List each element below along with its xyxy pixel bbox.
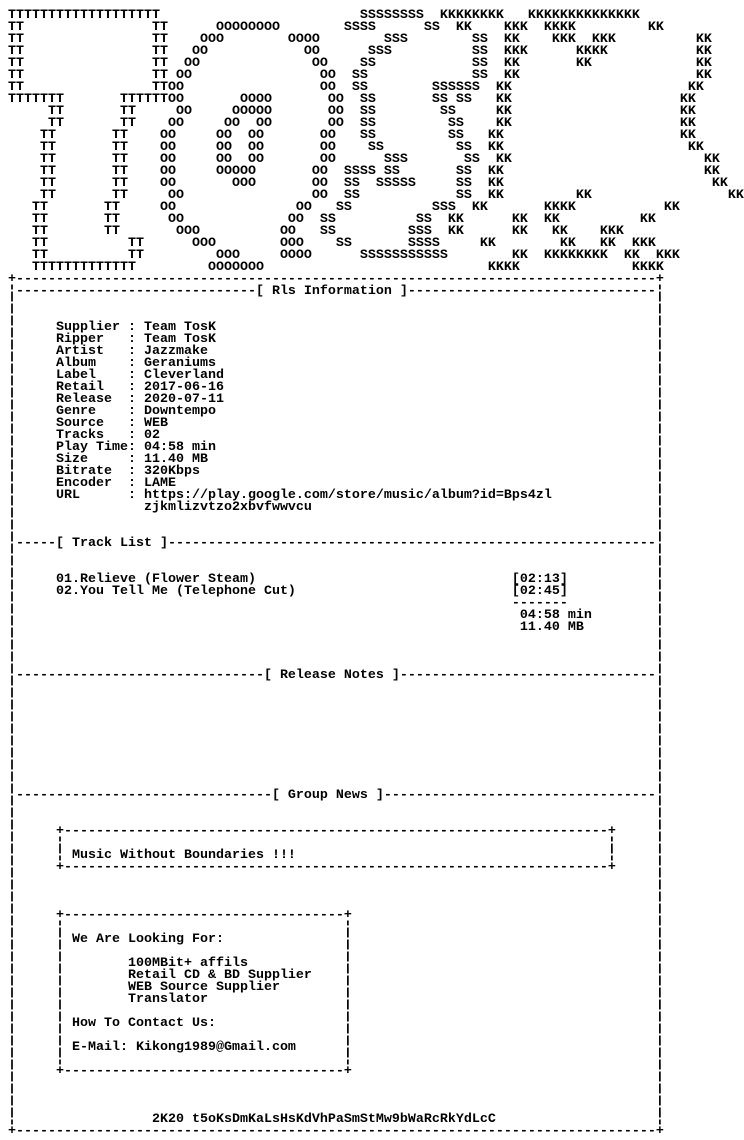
nfo-line: ¦ ¦	[8, 872, 664, 887]
nfo-line: ¦ ¦	[8, 548, 664, 563]
nfo-line: TT TT OO OO SS SS KK KK KK	[8, 56, 712, 71]
nfo-line: TTTTTTT TTTTTTOO OOOO OO SS SS SS KK KK	[8, 92, 696, 107]
nfo-line: ¦ ¦ How To Contact Us: ¦ ¦	[8, 1016, 664, 1031]
nfo-line: ¦ ¦ ¦ ¦	[8, 1028, 664, 1043]
nfo-line: ¦ Artist : Jazzmake ¦	[8, 344, 664, 359]
nfo-line: ¦ 02.You Tell Me (Telephone Cut) [02:45] ¦	[8, 584, 664, 599]
nfo-line: TT TT OO OO SSS SS KKK KKKK KK	[8, 44, 712, 59]
nfo-line: ¦ +-----------------------------------+ ¦	[8, 1064, 664, 1079]
nfo-line: ¦ Release : 2020-07-11 ¦	[8, 392, 664, 407]
nfo-line: ¦ ¦ ¦ ¦	[8, 1052, 664, 1067]
nfo-line: ¦ ¦ ¦ ¦	[8, 1004, 664, 1019]
nfo-line: +--------------------------------------------------------------------------------+	[8, 1124, 664, 1139]
nfo-line: ¦ zjkmlizvtzo2xbvfwwvcu ¦	[8, 500, 664, 515]
nfo-line: ¦ ¦	[8, 560, 664, 575]
nfo-line: TTTTTTTTTTTTT OOOOOOO KKKK KKKK	[8, 260, 664, 275]
nfo-line: ¦ 11.40 MB ¦	[8, 620, 664, 635]
nfo-line: ¦ ¦	[8, 1088, 664, 1103]
nfo-line: ¦ ¦	[8, 680, 664, 695]
nfo-line: ¦ ¦	[8, 524, 664, 539]
nfo-line: ¦ ¦	[8, 1076, 664, 1091]
nfo-line: ¦ Encoder : LAME ¦	[8, 476, 664, 491]
nfo-line: ¦ Supplier : Team TosK ¦	[8, 320, 664, 335]
nfo-line: ¦ ¦ ¦ ¦	[8, 920, 664, 935]
nfo-line: ¦ Album : Geraniums ¦	[8, 356, 664, 371]
nfo-text-block	[8, 8, 744, 1139]
nfo-line: ¦ +--------------------------------------------------------------------+ ¦	[8, 824, 664, 839]
nfo-line: ¦ ¦ WEB Source Supplier ¦ ¦	[8, 980, 664, 995]
nfo-line: ¦ ¦	[8, 812, 664, 827]
nfo-line: ¦ ¦ 100MBit+ affils ¦ ¦	[8, 956, 664, 971]
nfo-line: TT TT OO OOOOO OO SS SS KK KK	[8, 104, 696, 119]
nfo-line: ¦ +--------------------------------------------------------------------+ ¦	[8, 860, 664, 875]
nfo-line: ¦ ¦	[8, 896, 664, 911]
nfo-line: TT TT OO OO SS SS KK KK KK KK	[8, 212, 656, 227]
nfo-line: TTTTTTTTTTTTTTTTTTT SSSSSSSS KKKKKKKK KKKKKKKKKKKKKK	[8, 8, 640, 23]
nfo-line: ¦ ¦	[8, 704, 664, 719]
nfo-line: ¦ ¦	[8, 800, 664, 815]
nfo-line: TT TT OO OO OO OO SS SS KK KK	[8, 128, 696, 143]
nfo-line: ¦ Retail : 2017-06-16 ¦	[8, 380, 664, 395]
nfo-line: +--------------------------------------------------------------------------------+	[8, 272, 664, 287]
nfo-line: ¦ +-----------------------------------+ ¦	[8, 908, 664, 923]
nfo-line: ¦ ¦ We Are Looking For: ¦ ¦	[8, 932, 664, 947]
nfo-line: TT TT OO OO SS SSS KK KKKK KK	[8, 200, 680, 215]
nfo-line: ¦ ¦ Translator ¦ ¦	[8, 992, 664, 1007]
nfo-line: ¦-------------------------------[ Release Notes ]--------------------------------¦	[8, 668, 664, 683]
nfo-line: TT TT OOOOOOOO SSSS SS KK KKK KKKK KK	[8, 20, 664, 35]
nfo-line: ¦ Ripper : Team TosK ¦	[8, 332, 664, 347]
nfo-line: ¦ ¦ E-Mail: Kikong1989@Gmail.com ¦ ¦	[8, 1040, 664, 1055]
nfo-line: ¦-----[ Track List ]-------------------------------------------------------------¦	[8, 536, 664, 551]
nfo-line: ¦ 2K20 t5oKsDmKaLsHsKdVhPaSmStMw9bWaRcRkYdLcC ¦	[8, 1112, 664, 1127]
nfo-line: TT TT OOO OOOO SSS SS KK KKK KKK KK	[8, 32, 712, 47]
nfo-line: ¦ Play Time: 04:58 min ¦	[8, 440, 664, 455]
nfo-document	[8, 8, 744, 1139]
nfo-line: TT TT OO OO SS SS KK KK KK	[8, 188, 744, 203]
nfo-line: ¦--------------------------------[ Group News ]----------------------------------¦	[8, 788, 664, 803]
nfo-line: ¦ ¦ ¦ ¦	[8, 836, 664, 851]
nfo-line: ¦ ¦	[8, 776, 664, 791]
nfo-line: ¦ ¦	[8, 632, 664, 647]
nfo-line: ¦ ¦	[8, 512, 664, 527]
nfo-line: ¦------------------------------[ Rls Information ]-------------------------------¦	[8, 284, 664, 299]
nfo-line: ¦ Bitrate : 320Kbps ¦	[8, 464, 664, 479]
nfo-line: TT TT OOO OOOO SSSSSSSSSSS KK KKKKKKKK KK KKK	[8, 248, 680, 263]
nfo-line: ¦ Genre : Downtempo ¦	[8, 404, 664, 419]
nfo-line: ¦ ¦	[8, 308, 664, 323]
nfo-line: TT TT OOO OO SS SSS KK KK KK KKK	[8, 224, 624, 239]
nfo-line: ¦ Source : WEB ¦	[8, 416, 664, 431]
nfo-line: TT TT OO OO SS SS KK KK	[8, 68, 712, 83]
nfo-line: ¦ 01.Relieve (Flower Steam) [02:13] ¦	[8, 572, 664, 587]
nfo-line: TT TT OOO OOO SS SSSS KK KK KK KKK	[8, 236, 656, 251]
nfo-line: ¦ ¦	[8, 644, 664, 659]
nfo-line: ¦ ¦ ¦ ¦	[8, 944, 664, 959]
nfo-line: ¦ 04:58 min ¦	[8, 608, 664, 623]
nfo-line: ¦ ¦	[8, 656, 664, 671]
nfo-line: ¦ ¦	[8, 752, 664, 767]
nfo-line: TT TT OO OO OO OO SS SS KK KK	[8, 140, 704, 155]
nfo-line: ¦ ¦	[8, 692, 664, 707]
nfo-line: ¦ Tracks : 02 ¦	[8, 428, 664, 443]
nfo-line: ¦ ¦	[8, 296, 664, 311]
nfo-line: TT TT OO OO OO OO SSS SS KK KK	[8, 152, 720, 167]
nfo-line: ¦ ¦	[8, 764, 664, 779]
nfo-line: ¦ URL : https://play.google.com/store/music/album?id=Bps4zl ¦	[8, 488, 664, 503]
nfo-line: TT TT OO OOO OO SS SSSSS SS KK KK	[8, 176, 728, 191]
nfo-line: TT TTOO OO SS SSSSSS KK KK	[8, 80, 704, 95]
nfo-line: TT TT OO OOOOO OO SSSS SS SS KK KK	[8, 164, 720, 179]
nfo-line: TT TT OO OO OO OO SS SS KK KK	[8, 116, 696, 131]
nfo-line: ¦ Label : Cleverland ¦	[8, 368, 664, 383]
nfo-line: ¦ Size : 11.40 MB ¦	[8, 452, 664, 467]
nfo-line: ¦ ¦	[8, 716, 664, 731]
nfo-line: ¦ ¦	[8, 884, 664, 899]
nfo-line: ¦ ¦	[8, 728, 664, 743]
nfo-line: ¦ ¦	[8, 1100, 664, 1115]
nfo-line: ¦ ¦ Music Without Boundaries !!! ¦ ¦	[8, 848, 664, 863]
nfo-line: ¦ ¦ Retail CD & BD Supplier ¦ ¦	[8, 968, 664, 983]
nfo-line: ¦ ------- ¦	[8, 596, 664, 611]
nfo-line: ¦ ¦	[8, 740, 664, 755]
